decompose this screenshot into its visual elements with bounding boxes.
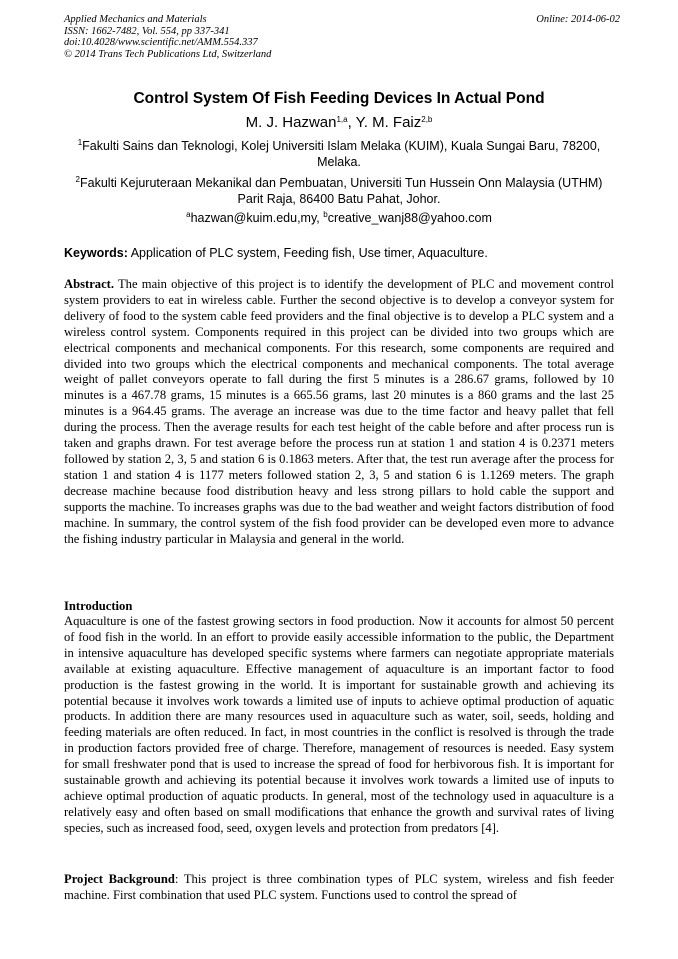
abstract-text: The main objective of this project is to identify the development of PLC and movement control system providers to eat in wireless cable. Further the second objective is to develop a conveyor system for delivery of food to the system cable feed providers and the final objective is to develop a PLC system and a wireless control system. Components required in this project can be divided into two groups which are electrical components and mechanical components. For this research, some components are required and divided into two groups which the electrical components and mechanical components. The total average weight of pallet conveyors operate to fall during the first 5 minutes is a 286.67 grams, followed by 10 minutes is a 467.78 grams, 15 minutes is a 665.56 grams, last 20 minutes is a 860 grams and the last 25 minutes is a 964.45 grams. The average an increase was due to the time factor and heavy pallet that fell during the process. Then the average results for each test height of the cable before and after process run is taken and graphs drawn. For test average before the process run at station 1 and station 4 is 0.2371 meters followed by station 2, 3, 5 and station 6 is 0.1863 meters. After that, the test run average after the process for station 1 and station 4 is 1177 meters followed station 2, 3, 5 and station 6 is 1.1269 meters. The graph decrease machine because food distribution heavy and less strong pillars to hold cable the support and supports the machine. To increases graphs was due to the bad weather and weight factors distribution of food machine. In summary, the control system of the fish food provider can be developed even more to advance the fishing industry particular in Malaysia and general in the world. bbox=[64, 277, 614, 546]
affiliation-2 bbox=[64, 175, 614, 207]
author-separator: , bbox=[347, 114, 356, 131]
copyright-line: © 2014 Trans Tech Publications Ltd, Switzerland bbox=[64, 48, 272, 60]
introduction-heading: Introduction bbox=[64, 599, 133, 613]
project-background-paragraph bbox=[64, 872, 614, 904]
keywords-text: Application of PLC system, Feeding fish, Use timer, Aquaculture. bbox=[127, 246, 488, 260]
affiliation-1-text: Fakulti Sains dan Teknologi, Kolej Universiti Islam Melaka (KUIM), Kuala Sungai Baru, 78200, Melaka. bbox=[82, 139, 601, 169]
project-background-label: Project Background bbox=[64, 872, 175, 886]
affiliation-1 bbox=[64, 138, 614, 170]
affiliation-2-sup: 2 bbox=[75, 175, 80, 184]
introduction-paragraph: Aquaculture is one of the fastest growing sectors in food production. Now it accounts for almost 50 percent of food fish in the world. In an effort to provide easily accessible information to the public, the Department in intensive aquaculture has developed specific systems where farmers can negotiate appropriate materials available at existing aquaculture. Effective management of aquaculture is an important factor to food production is the fastest growing in the world. It is important for sustainable growth and achieving its potential because it involves work towards a limited use of inputs to achieve optimal production of aquatic products. In addition there are many resources used in aquaculture such as water, soil, seeds, holding and feeding materials are often reduced. In fact, in most countries in the conflict is resolved is through the trade in production factors provided free of charge. Therefore, management of resources is needed. Easy system for small freshwater pond that is used to increase the spread of food for herbivorous fish. It is important for sustainable growth and achieving its potential because it involves work towards a limited use of inputs to achieve optimal production of aquatic products. In general, most of the technology used in aquaculture is a relatively easy and often based on small modifications that enhance the growth and survival rates of living species, such as increased food, seed, oxygen levels and protection from predators [4]. bbox=[64, 614, 614, 835]
author-2-sup: 2,b bbox=[421, 115, 433, 124]
keywords-label: Keywords: bbox=[64, 246, 128, 260]
online-date: Online: 2014-06-02 bbox=[536, 14, 620, 25]
doi-line: doi:10.4028/www.scientific.net/AMM.554.337 bbox=[64, 37, 258, 48]
abstract-paragraph bbox=[64, 277, 614, 547]
author-1-sup: 1,a bbox=[336, 115, 348, 124]
email-a-sup: a bbox=[186, 210, 191, 219]
issn-line: ISSN: 1662-7482, Vol. 554, pp 337-341 bbox=[64, 25, 230, 37]
abstract-label: Abstract. bbox=[64, 277, 115, 291]
keywords-line bbox=[64, 246, 614, 260]
author-2: Y. M. Faiz bbox=[355, 114, 422, 131]
email-b-sup: b bbox=[323, 210, 328, 219]
paper-title: Control System Of Fish Feeding Devices In Actual Pond bbox=[133, 90, 545, 107]
author-list bbox=[64, 114, 614, 131]
email-a: hazwan@kuim.edu,my, bbox=[190, 211, 324, 225]
author-emails bbox=[64, 210, 614, 226]
journal-header bbox=[64, 14, 620, 60]
journal-name: Applied Mechanics and Materials bbox=[64, 14, 207, 25]
author-1: M. J. Hazwan bbox=[245, 114, 337, 131]
affiliation-2-text: Fakulti Kejuruteraan Mekanikal dan Pembuatan, Universiti Tun Hussein Onn Malaysia (UTHM) Parit Raja, 86400 Batu Pahat, Johor. bbox=[80, 176, 603, 206]
affiliation-1-sup: 1 bbox=[77, 138, 83, 147]
email-b: creative_wanj88@yahoo.com bbox=[327, 211, 492, 225]
project-background-text: : This project is three combination types of PLC system, wireless and fish feeder machine. First combination that used PLC system. Functions used to control the spread of bbox=[64, 872, 615, 902]
